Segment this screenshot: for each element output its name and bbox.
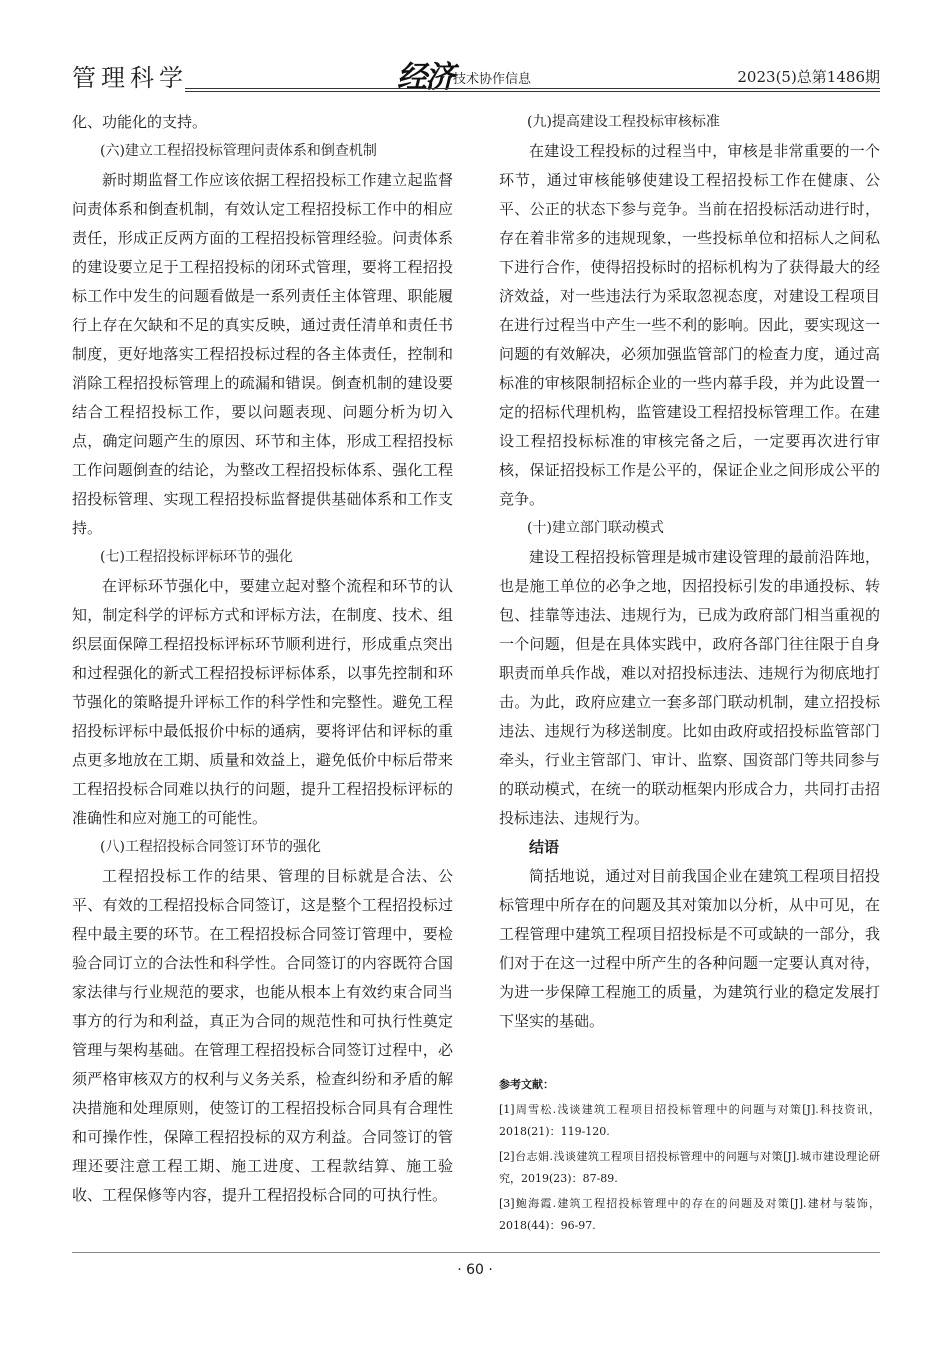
paragraph: 在评标环节强化中，要建立起对整个流程和环节的认知，制定科学的评标方式和评标方法，在制度、技术、组织层面保障工程招投标评标环节顺利进行，形成重点突出和过程强化的新式工程招投标评标体系，以事先控制和环节强化的策略提升评标工作的科学性和完整性。避免工程招投标评标中最低报价中标的通病，要将评估和评标的重点更多地放在工期、质量和效益上，避免低价中标后带来工程招投标合同难以执行的问题，提升工程招投标评标的准确性和应对施工的可能性。 xyxy=(72,577,453,827)
references-title: 参考文献： xyxy=(499,1078,554,1091)
paragraph: 新时期监督工作应该依据工程招投标工作建立起监督问责体系和倒查机制，有效认定工程招投标工作中的相应责任，形成正反两方面的工程招投标管理经验。问责体系的建设要立足于工程招投标的闭环式管理，要将工程招投标工作中发生的问题看做是一系列责任主体管理、职能履行上存在欠缺和不足的真实反映，通过责任清单和责任书制度，更好地落实工程招投标过程的各主体责任，控制和消除工程招投标管理上的疏漏和错误。倒查机制的建设要结合工程招投标工作，要以问题表现、问题分析为切入点，确定问题产生的原因、环节和主体，形成工程招投标工作问题倒查的结论，为整改工程招投标体系、强化工程招投标管理、实现工程招投标监督提供基础体系和工作支持。 xyxy=(72,171,453,537)
paragraph: 在建设工程投标的过程当中，审核是非常重要的一个环节，通过审核能够使建设工程招投标工作在健康、公平、公正的状态下参与竞争。当前在招投标活动进行时，存在着非常多的违规现象，一些投标单位和招标人之间私下进行合作，使得招投标时的招标机构为了获得最大的经济效益，对一些违法行为采取忽视态度，对建设工程项目在进行过程当中产生一些不利的影响。因此，要实现这一问题的有效解决，必须加强监管部门的检查力度，通过高标准的审核限制招标企业的一些内幕手段，并为此设置一定的招标代理机构，监管建设工程招投标管理工作。在建设工程招投标标准的审核完备之后，一定要再次进行审核，保证招投标工作是公平的，保证企业之间形成公平的竞争。 xyxy=(499,142,880,508)
journal-logo-subtitle: 技术协作信息 xyxy=(453,72,532,87)
reference-item: [3]鲍海霞.建筑工程招投标管理中的存在的问题及对策[J].建材与装饰，2018(44)：96-97. xyxy=(499,1197,880,1232)
references xyxy=(499,1075,880,1240)
section-heading-9: (九)提高建设工程投标审核标准 xyxy=(527,114,720,130)
section-heading-8: (八)工程招投标合同签订环节的强化 xyxy=(100,839,321,855)
right-column xyxy=(499,108,880,1036)
page-header xyxy=(72,52,880,95)
header-rule-thin xyxy=(185,91,880,92)
header-rule xyxy=(185,88,880,89)
conclusion-heading: 结语 xyxy=(529,838,560,856)
left-column xyxy=(72,108,453,1210)
section-heading-7: (七)工程招投标评标环节的强化 xyxy=(100,549,293,565)
page-number: · 60 · xyxy=(457,1262,493,1278)
journal-logo: 经济 xyxy=(397,60,453,95)
reference-item: [2]台志娟.浅谈建筑工程项目招投标管理中的问题与对策[J].城市建设理论研究，2019(23)：87-89. xyxy=(499,1150,880,1185)
reference-item: [1]周雪松.浅谈建筑工程项目招投标管理中的问题与对策[J].科技资讯，2018(21)：119-120. xyxy=(499,1103,880,1138)
issue-number: 2023(5)总第1486期 xyxy=(737,68,880,86)
paragraph: 简括地说，通过对目前我国企业在建筑工程项目招投标管理中所存在的问题及其对策加以分析，从中可见，在工程管理中建筑工程项目招投标是不可或缺的一部分，我们对于在这一过程中所产生的各种问题一定要认真对待，为进一步保障工程施工的质量，为建筑行业的稳定发展打下坚实的基础。 xyxy=(499,867,880,1030)
paragraph-continuation: 化、功能化的支持。 xyxy=(72,113,208,131)
section-heading-6: (六)建立工程招投标管理问责体系和倒查机制 xyxy=(100,143,377,159)
paragraph: 建设工程招投标管理是城市建设管理的最前沿阵地，也是施工单位的必争之地，因招投标引发的串通投标、转包、挂靠等违法、违规行为，已成为政府部门相当重视的一个问题，但是在具体实践中，政府各部门往往限于自身职责而单兵作战，难以对招投标违法、违规行为彻底地打击。为此，政府应建立一套多部门联动机制，建立招投标违法、违规行为移送制度。比如由政府或招投标监管部门牵头，行业主管部门、审计、监察、国资部门等共同参与的联动模式，在统一的联动框架内形成合力，共同打击招投标违法、违规行为。 xyxy=(499,548,880,827)
section-heading-10: (十)建立部门联动模式 xyxy=(527,520,664,536)
journal-section-title: 管理科学 xyxy=(72,64,188,92)
paragraph: 工程招投标工作的结果、管理的目标就是合法、公平、有效的工程招投标合同签订，这是整个工程招投标过程中最主要的环节。在工程招投标合同签订管理中，要检验合同订立的合法性和科学性。合同签订的内容既符合国家法律与行业规范的要求，也能从根本上有效约束合同当事方的行为和利益，真正为合同的规范性和可执行性奠定管理与架构基础。在管理工程招投标合同签订过程中，必须严格审核双方的权利与义务关系，检查纠纷和矛盾的解决措施和处理原则，使签订的工程招投标合同具有合理性和可操作性，保障工程招投标的双方利益。合同签订的管理还要注意工程工期、施工进度、工程款结算、施工验收、工程保修等内容，提升工程招投标合同的可执行性。 xyxy=(72,867,453,1204)
footer-rule xyxy=(72,1252,880,1253)
